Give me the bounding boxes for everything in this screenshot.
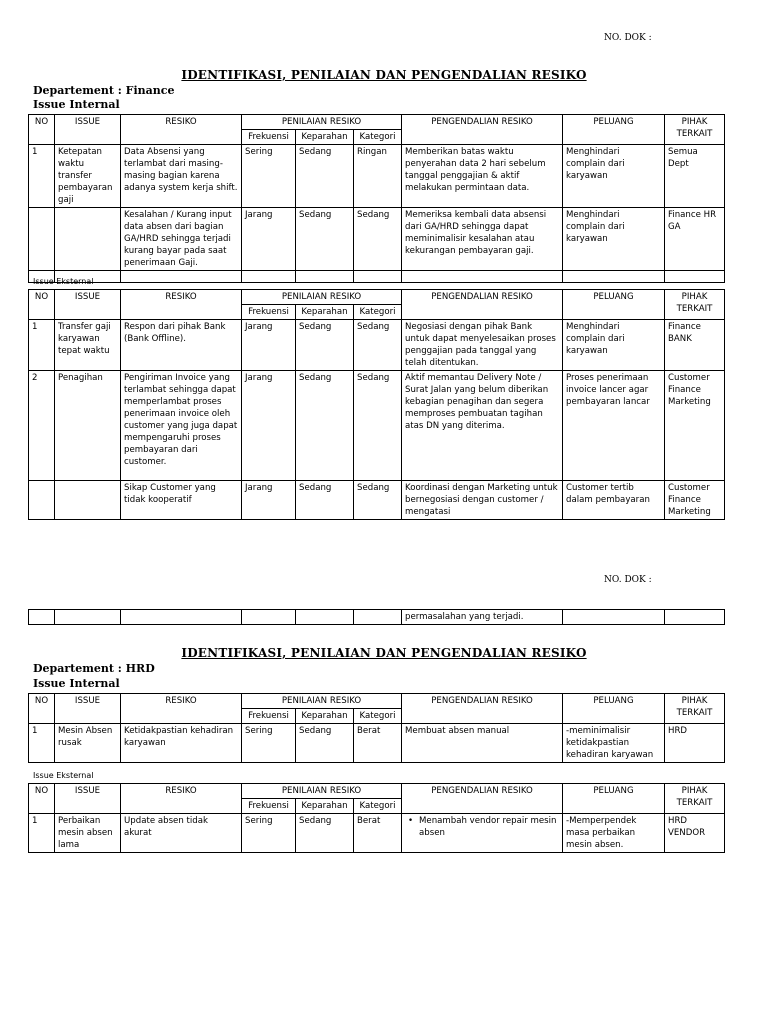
header-issue: ISSUE [55,784,121,814]
header-pengendalian: PENGENDALIAN RESIKO [402,784,563,814]
header-peluang: PELUANG [563,290,665,320]
header-peluang: PELUANG [563,784,665,814]
header-issue: ISSUE [55,694,121,724]
header-pengendalian: PENGENDALIAN RESIKO [402,694,563,724]
header-pihak: PIHAK TERKAIT [665,115,725,145]
header-resiko: RESIKO [121,290,242,320]
finance-internal-table [28,114,725,283]
table-row: 1 Transfer gaji karyawan tepat waktu Respon dari pihak Bank (Bank Offline). Jarang Sedang Sedang Negosiasi dengan pihak Bank untuk dapat menyelesaikan proses penggajian pada tanggal yang telah ditentukan. Menghindari complain dari karyawan Finance BANK [29,320,725,371]
issue-eksternal-label: Issue Eksternal [33,771,94,780]
table-row: 1 Perbaikan mesin absen lama Update absen tidak akurat Sering Sedang Berat • Menambah vendor repair mesin absen -Memperpendek masa perbaikan mesin absen. HRD VENDOR [29,814,725,853]
header-penilaian: PENILAIAN RESIKO [242,290,402,305]
header-resiko: RESIKO [121,694,242,724]
header-kategori: Kategori [354,799,402,814]
header-pihak: PIHAK TERKAIT [665,290,725,320]
issue-internal-label: Issue Internal [33,677,120,690]
header-resiko: RESIKO [121,784,242,814]
header-penilaian: PENILAIAN RESIKO [242,784,402,799]
header-kategori: Kategori [354,130,402,145]
header-peluang: PELUANG [563,694,665,724]
header-frekuensi: Frekuensi [242,305,296,320]
header-kategori: Kategori [354,305,402,320]
header-pengendalian: PENGENDALIAN RESIKO [402,290,563,320]
issue-eksternal-label: Issue Eksternal [33,277,94,286]
header-issue: ISSUE [55,290,121,320]
finance-continuation-row [28,609,725,625]
header-no: NO [29,290,55,320]
header-no: NO [29,694,55,724]
header-penilaian: PENILAIAN RESIKO [242,115,402,130]
header-peluang: PELUANG [563,115,665,145]
table-row: Kesalahan / Kurang input data absen dari bagian GA/HRD sehingga terjadi kurang bayar pada saat penerimaan Gaji. Jarang Sedang Sedang Memeriksa kembali data absensi dari GA/HRD sehingga dapat meminimalisir kesalahan atau kekurangan pembayaran gaji. Menghindari complain dari karyawan Finance HR GA [29,208,725,271]
header-resiko: RESIKO [121,115,242,145]
header-keparahan: Keparahan [296,799,354,814]
list-item: • Menambah vendor repair mesin absen [405,815,559,839]
issue-internal-label: Issue Internal [33,98,120,111]
header-no: NO [29,784,55,814]
header-frekuensi: Frekuensi [242,709,296,724]
header-issue: ISSUE [55,115,121,145]
finance-eksternal-table [28,289,725,520]
bullet-list [405,815,559,839]
header-no: NO [29,115,55,145]
table-row: 1 Ketepatan waktu transfer pembayaran gaji Data Absensi yang terlambat dari masing-masing bagian karena adanya system kerja shift. Sering Sedang Ringan Memberikan batas waktu penyerahan data 2 hari sebelum tanggal penggajian & aktif melakukan permintaan data. Menghindari complain dari karyawan Semua Dept [29,145,725,208]
table-row: Sikap Customer yang tidak kooperatif Jarang Sedang Sedang Koordinasi dengan Marketing untuk bernegosiasi dengan customer / mengatasi Customer tertib dalam pembayaran Customer Finance Marketing [29,481,725,520]
header-kategori: Kategori [354,709,402,724]
table-row: 1 Mesin Absen rusak Ketidakpastian kehadiran karyawan Sering Sedang Berat Membuat absen manual -meminimalisir ketidakpastian kehadiran karyawan HRD [29,724,725,763]
header-pengendalian: PENGENDALIAN RESIKO [402,115,563,145]
page-title: IDENTIFIKASI, PENILAIAN DAN PENGENDALIAN RESIKO [181,646,587,660]
header-keparahan: Keparahan [296,305,354,320]
header-pihak: PIHAK TERKAIT [665,694,725,724]
header-frekuensi: Frekuensi [242,799,296,814]
header-penilaian: PENILAIAN RESIKO [242,694,402,709]
department-label: Departement : Finance [33,84,175,97]
table-row: 2 Penagihan Pengiriman Invoice yang terlambat sehingga dapat memperlambat proses penerimaan invoice oleh customer yang juga dapat mempengaruhi proses pembayaran dari customer. Jarang Sedang Sedang Aktif memantau Delivery Note / Surat Jalan yang belum diberikan kebagian penagihan dan segera memproses pembuatan tagihan atas DN yang diterima. Proses penerimaan invoice lancer agar pembayaran lancar Customer Finance Marketing [29,371,725,481]
hrd-internal-table [28,693,725,763]
hrd-eksternal-table [28,783,725,853]
header-frekuensi: Frekuensi [242,130,296,145]
page-title: IDENTIFIKASI, PENILAIAN DAN PENGENDALIAN RESIKO [181,68,587,82]
department-label: Departement : HRD [33,662,155,675]
header-pihak: PIHAK TERKAIT [665,784,725,814]
doc-number-label: NO. DOK : [604,575,652,585]
table-row-empty [29,271,725,283]
header-keparahan: Keparahan [296,130,354,145]
table-row: permasalahan yang terjadi. [29,610,725,625]
doc-number-label: NO. DOK : [604,33,652,43]
header-keparahan: Keparahan [296,709,354,724]
